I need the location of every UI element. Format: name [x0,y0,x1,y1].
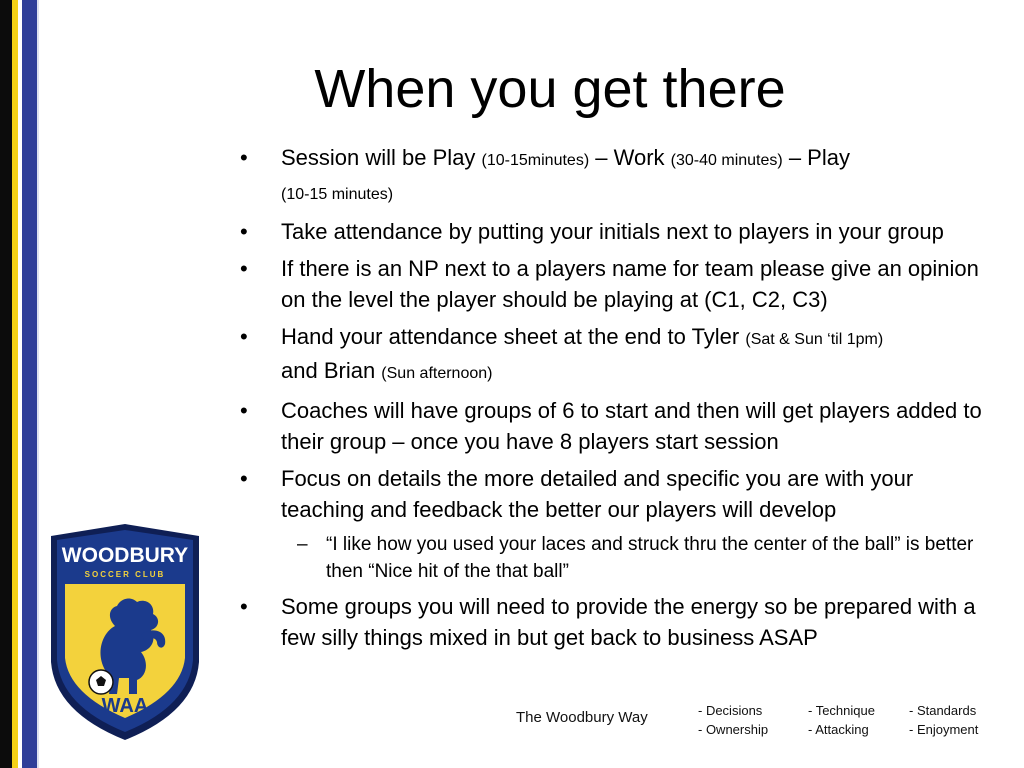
stripe-blue [22,0,37,768]
sub-bullet-quote: – “I like how you used your laces and struck thru the center of the ball” is better then “Nice hit of the that ball” [240,531,986,585]
bullet-dot: • [240,594,248,619]
bullet-list [240,142,1010,659]
bullet-dot: • [240,466,248,491]
bullet-dot: • [240,256,248,281]
bullet-details: • Focus on details the more detailed and specific you are with your teaching and feedback the better our players will develop [240,463,1001,525]
bullet-np: • If there is an NP next to a players name for team please give an opinion on the level the player should be playing at (C1, C2, C3) [240,253,1001,315]
bullet-session: • Session will be Play (10-15minutes) – Work (30-40 minutes) – Play (10-15 minutes) [240,142,1001,210]
stripe-dark [0,0,12,768]
logo-initials-text: WAA [101,695,149,717]
sub-bullet-dash: – [297,534,308,555]
bullet-dot: • [240,398,248,423]
bullet-dot: • [240,145,248,170]
woodbury-crest-logo [45,522,205,744]
bullet-groups: • Coaches will have groups of 6 to start and then will get players added to their group – once you have 8 players start session [240,395,1001,457]
bullet-hand-in: • Hand your attendance sheet at the end to Tyler (Sat & Sun ‘til 1pm) and Brian (Sun afternoon) [240,321,1001,389]
footer-column-2: - Technique - Attacking [808,703,875,737]
footer-column-3: - Standards - Enjoyment [909,703,979,737]
bullet-attendance: • Take attendance by putting your initials next to players in your group [240,216,1001,247]
bullet-dot: • [240,219,248,244]
bullet-energy: • Some groups you will need to provide the energy so be prepared with a few silly things mixed in but get back to business ASAP [240,591,1001,653]
footer-column-1: - Decisions - Ownership [698,703,769,737]
footer-woodbury-way: The Woodbury Way [516,709,648,726]
bullet-dot: • [240,324,248,349]
stripe-light [37,0,39,768]
logo-name-text: WOODBURY [61,544,189,567]
slide-title: When you get there [314,59,786,119]
logo-subname-text: SOCCER CLUB [84,570,166,579]
soccer-ball-icon [89,670,113,694]
left-stripes [0,0,44,768]
